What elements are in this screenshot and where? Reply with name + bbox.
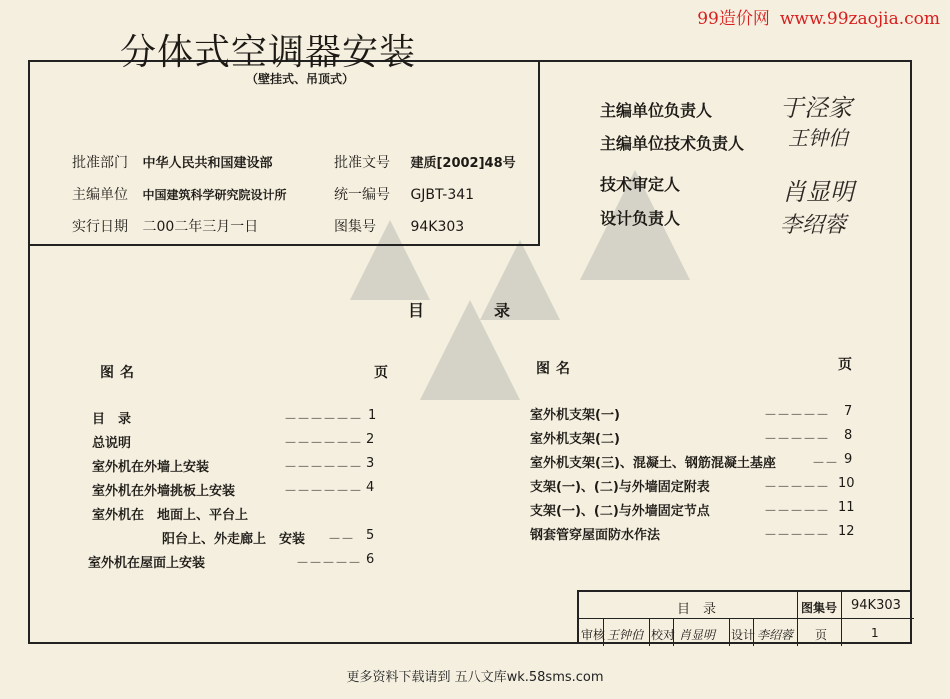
toc-title: 目录	[408, 301, 581, 320]
toc-item-name: 支架(一)、(二)与外墙固定附表	[530, 480, 710, 495]
title-block-divider	[841, 592, 842, 646]
editor-unit-label: 主编单位	[72, 187, 128, 203]
left-col-page-header: 页	[374, 365, 394, 381]
title-block-drawing-name: 目 录	[677, 602, 717, 617]
toc-item-page: 3	[366, 456, 375, 471]
toc-item-dashes: －－－－－－	[284, 484, 363, 499]
toc-item-dashes: －－－－－	[764, 528, 830, 543]
approval-doc-label: 批准文号	[334, 155, 390, 171]
editor-unit-value: 中国建筑科学研究院设计所	[142, 188, 287, 202]
toc-item-dashes: －－	[812, 456, 839, 471]
toc-item-dashes: －－－－－－	[284, 436, 363, 451]
effective-date-value: 二00二年三月一日	[142, 219, 259, 235]
effective-date-row	[72, 216, 258, 236]
toc-item-name: 室外机支架(一)	[530, 408, 620, 423]
top-watermark	[687, 4, 940, 29]
toc-item-dashes: －－－－－－	[284, 460, 363, 475]
toc-item-name: 室外机支架(二)	[530, 432, 620, 447]
unified-no-label: 统一编号	[334, 187, 390, 203]
approval-dept-row	[72, 152, 272, 172]
atlas-no-value: 94K303	[410, 219, 465, 235]
atlas-no-row	[334, 216, 464, 236]
page-subtitle: （壁挂式、吊顶式）	[246, 72, 355, 86]
toc-item-page: 10	[838, 476, 855, 491]
approval-dept-value: 中华人民共和国建设部	[142, 156, 273, 171]
toc-item-name: 目 录	[92, 412, 132, 427]
toc-item-dashes: －－－－－	[764, 480, 830, 495]
title-block-check-sign: 肖显明	[679, 628, 716, 642]
toc-item-page: 11	[838, 500, 855, 515]
title-block-divider	[649, 618, 650, 646]
unified-no-row	[334, 184, 474, 204]
effective-date-label: 实行日期	[72, 219, 128, 235]
bottom-watermark: 更多资料下载请到 五八文库wk.58sms.com	[346, 670, 604, 685]
toc-item-dashes: －－－－－	[764, 432, 830, 447]
title-block-atlas-value: 94K303	[851, 598, 901, 613]
toc-item-name: 室外机在外墙上安装	[92, 460, 210, 475]
toc-item-dashes: －－－－－	[764, 504, 830, 519]
toc-item-page: 1	[368, 408, 377, 423]
toc-item-name: 总说明	[92, 436, 132, 451]
title-block-review-sign: 王钟伯	[607, 628, 644, 642]
title-block-design-sign: 李绍蓉	[757, 628, 794, 642]
responsible-row: 设计负责人	[600, 209, 681, 228]
title-block-design-label: 设计	[731, 628, 756, 642]
responsible-row: 主编单位负责人	[600, 101, 713, 120]
approval-doc-row	[334, 152, 516, 172]
approval-dept-label: 批准部门	[72, 155, 128, 171]
toc-item-name: 阳台上、外走廊上 安装	[162, 532, 306, 547]
toc-item-dashes: －－－－－	[296, 556, 362, 571]
toc-item-name: 钢套管穿屋面防水作法	[530, 528, 661, 543]
toc-item-page: 5	[366, 528, 375, 543]
toc-item-page: 6	[366, 552, 375, 567]
toc-item-name: 室外机支架(三)、混凝土、钢筋混凝土基座	[530, 456, 776, 471]
toc-item-dashes: －－－－－	[764, 408, 830, 423]
toc-item-dashes: －－－－－－	[284, 412, 363, 427]
title-block	[577, 590, 912, 644]
title-block-page-value: 1	[871, 626, 879, 640]
responsible-row: 技术审定人	[600, 175, 681, 194]
unified-no-value: GJBT-341	[410, 187, 475, 203]
toc-item-name: 支架(一)、(二)与外墙固定节点	[530, 504, 710, 519]
toc-item-page: 8	[844, 428, 853, 443]
toc-item-dashes: －－	[328, 532, 355, 547]
atlas-no-label: 图集号	[334, 219, 376, 235]
signature: 肖显明	[782, 178, 854, 206]
title-block-divider	[797, 592, 798, 646]
right-col-name-header: 图名	[536, 361, 576, 377]
watermark-url: www.99zaojia.com	[779, 9, 940, 29]
title-block-review-label: 审核	[581, 628, 606, 642]
title-block-page-label: 页	[815, 628, 828, 642]
title-block-divider	[729, 618, 730, 646]
toc-item-page: 2	[366, 432, 375, 447]
toc-item-page: 4	[366, 480, 375, 495]
left-col-name-header: 图名	[100, 365, 140, 381]
toc-item-name: 室外机在外墙挑板上安装	[92, 484, 236, 499]
toc-item-page: 7	[844, 404, 853, 419]
title-block-atlas-label: 图集号	[801, 601, 838, 615]
page-title: 分体式空调器安装	[120, 32, 417, 73]
right-col-page-header: 页	[838, 357, 858, 373]
watermark-site: 99造价网	[697, 9, 770, 29]
toc-item-name: 室外机在 地面上、平台上	[92, 508, 249, 523]
signature: 王钟伯	[788, 126, 848, 150]
toc-item-name: 室外机在屋面上安装	[88, 556, 206, 571]
responsible-row: 主编单位技术负责人	[600, 134, 745, 153]
signature: 李绍蓉	[780, 213, 847, 238]
title-block-divider	[579, 618, 914, 619]
signature: 于泾家	[780, 94, 852, 122]
toc-item-page: 9	[844, 452, 853, 467]
editor-unit-row	[72, 184, 286, 204]
title-block-check-label: 校对	[651, 628, 676, 642]
toc-item-page: 12	[838, 524, 855, 539]
approval-doc-value: 建质[2002]48号	[410, 156, 516, 171]
